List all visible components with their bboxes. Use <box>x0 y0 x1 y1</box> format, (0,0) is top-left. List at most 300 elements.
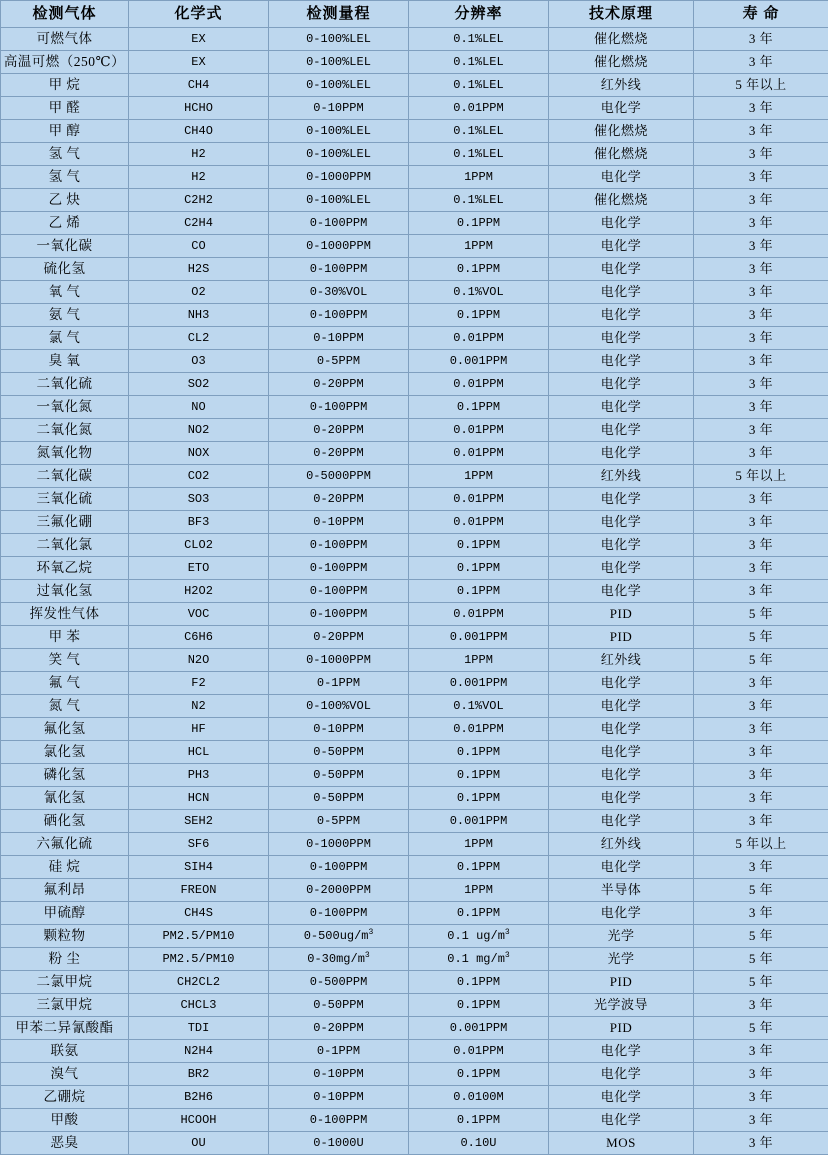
cell-resolution: 0.1%LEL <box>409 28 549 51</box>
cell-principle: 电化学 <box>549 396 694 419</box>
cell-lifetime: 3 年 <box>694 442 828 465</box>
cell-principle: 红外线 <box>549 833 694 856</box>
cell-principle: 光学波导 <box>549 994 694 1017</box>
cell-gas-name: 氟 气 <box>1 672 129 695</box>
cell-lifetime: 3 年 <box>694 741 828 764</box>
cell-lifetime: 5 年 <box>694 649 828 672</box>
cell-gas-name: 乙 烯 <box>1 212 129 235</box>
cell-gas-name: 氮氧化物 <box>1 442 129 465</box>
cell-range: 0-100%LEL <box>269 120 409 143</box>
cell-gas-name: 硅 烷 <box>1 856 129 879</box>
cell-gas-name: 六氟化硫 <box>1 833 129 856</box>
cell-lifetime: 5 年 <box>694 603 828 626</box>
cell-resolution: 0.1PPM <box>409 396 549 419</box>
cell-principle: 电化学 <box>549 672 694 695</box>
cell-formula: C6H6 <box>129 626 269 649</box>
cell-lifetime: 5 年 <box>694 925 828 948</box>
column-header-range: 检测量程 <box>269 1 409 28</box>
cell-principle: 电化学 <box>549 695 694 718</box>
table-row <box>1 212 828 235</box>
table-row <box>1 695 828 718</box>
cell-principle: 电化学 <box>549 580 694 603</box>
cell-formula: NH3 <box>129 304 269 327</box>
cell-lifetime: 3 年 <box>694 97 828 120</box>
table-row <box>1 327 828 350</box>
cell-formula: NO2 <box>129 419 269 442</box>
cell-resolution: 0.001PPM <box>409 626 549 649</box>
cell-lifetime: 3 年 <box>694 856 828 879</box>
cell-lifetime: 3 年 <box>694 350 828 373</box>
cell-resolution: 0.1%VOL <box>409 695 549 718</box>
cell-gas-name: 颗粒物 <box>1 925 129 948</box>
cell-formula: CH4 <box>129 74 269 97</box>
cell-formula: B2H6 <box>129 1086 269 1109</box>
table-row <box>1 304 828 327</box>
cell-formula: H2S <box>129 258 269 281</box>
cell-resolution: 0.1%LEL <box>409 51 549 74</box>
cell-gas-name: 粉 尘 <box>1 948 129 971</box>
table-row <box>1 810 828 833</box>
cell-gas-name: 环氧乙烷 <box>1 557 129 580</box>
cell-gas-name: 一氧化氮 <box>1 396 129 419</box>
cell-range: 0-50PPM <box>269 741 409 764</box>
cell-principle: 半导体 <box>549 879 694 902</box>
table-row <box>1 1109 828 1132</box>
cell-formula: CL2 <box>129 327 269 350</box>
cell-range: 0-100PPM <box>269 557 409 580</box>
cell-gas-name: 二氧化氮 <box>1 419 129 442</box>
cell-principle: 光学 <box>549 925 694 948</box>
cell-range: 0-100PPM <box>269 534 409 557</box>
cell-formula: CH4O <box>129 120 269 143</box>
table-row <box>1 741 828 764</box>
cell-resolution: 0.01PPM <box>409 511 549 534</box>
cell-range: 0-2000PPM <box>269 879 409 902</box>
table-row <box>1 235 828 258</box>
cell-resolution: 0.1%LEL <box>409 120 549 143</box>
cell-resolution: 0.1PPM <box>409 258 549 281</box>
cell-range: $0-30mg/m^3$ <box>269 948 409 971</box>
table-row <box>1 833 828 856</box>
cell-resolution: 0.0100M <box>409 1086 549 1109</box>
cell-principle: PID <box>549 626 694 649</box>
cell-range: 0-10PPM <box>269 97 409 120</box>
cell-lifetime: 3 年 <box>694 534 828 557</box>
cell-resolution: 0.1 $mg/m^3$ <box>409 948 549 971</box>
table-row <box>1 189 828 212</box>
cell-principle: 电化学 <box>549 718 694 741</box>
table-row <box>1 465 828 488</box>
cell-resolution: 0.1 $ug/m^3$ <box>409 925 549 948</box>
cell-formula: SIH4 <box>129 856 269 879</box>
table-row <box>1 879 828 902</box>
cell-lifetime: 3 年 <box>694 143 828 166</box>
cell-principle: 电化学 <box>549 1086 694 1109</box>
cell-range: 0-10PPM <box>269 1086 409 1109</box>
table-row <box>1 28 828 51</box>
cell-resolution: 0.001PPM <box>409 1017 549 1040</box>
cell-formula: HCL <box>129 741 269 764</box>
cell-range: 0-100PPM <box>269 258 409 281</box>
cell-lifetime: 3 年 <box>694 212 828 235</box>
cell-lifetime: 3 年 <box>694 419 828 442</box>
cell-formula: EX <box>129 51 269 74</box>
table-row <box>1 281 828 304</box>
cell-gas-name: 挥发性气体 <box>1 603 129 626</box>
cell-range: 0-100PPM <box>269 580 409 603</box>
cell-formula: F2 <box>129 672 269 695</box>
cell-lifetime: 5 年 <box>694 948 828 971</box>
cell-principle: 电化学 <box>549 258 694 281</box>
table-row <box>1 1040 828 1063</box>
table-row <box>1 166 828 189</box>
cell-lifetime: 3 年 <box>694 580 828 603</box>
cell-principle: 催化燃烧 <box>549 189 694 212</box>
cell-range: 0-10PPM <box>269 1063 409 1086</box>
table-row <box>1 902 828 925</box>
cell-principle: 催化燃烧 <box>549 143 694 166</box>
table-row <box>1 120 828 143</box>
cell-lifetime: 3 年 <box>694 902 828 925</box>
cell-principle: 电化学 <box>549 350 694 373</box>
cell-lifetime: 3 年 <box>694 695 828 718</box>
cell-formula: N2O <box>129 649 269 672</box>
cell-range: 0-100PPM <box>269 603 409 626</box>
cell-range: 0-100PPM <box>269 212 409 235</box>
cell-resolution: 0.1PPM <box>409 534 549 557</box>
cell-formula: HF <box>129 718 269 741</box>
cell-formula: PM2.5/PM10 <box>129 925 269 948</box>
cell-gas-name: 甲 苯 <box>1 626 129 649</box>
cell-lifetime: 3 年 <box>694 327 828 350</box>
table-row <box>1 948 828 971</box>
cell-resolution: 1PPM <box>409 166 549 189</box>
cell-gas-name: 氧 气 <box>1 281 129 304</box>
cell-resolution: 0.1PPM <box>409 1063 549 1086</box>
cell-resolution: 0.1PPM <box>409 580 549 603</box>
cell-range: 0-20PPM <box>269 442 409 465</box>
table-row <box>1 373 828 396</box>
cell-formula: H2 <box>129 166 269 189</box>
cell-lifetime: 3 年 <box>694 373 828 396</box>
cell-gas-name: 氢 气 <box>1 143 129 166</box>
cell-formula: FREON <box>129 879 269 902</box>
cell-lifetime: 3 年 <box>694 1063 828 1086</box>
cell-principle: 电化学 <box>549 764 694 787</box>
cell-gas-name: 高温可燃（250℃） <box>1 51 129 74</box>
cell-gas-name: 氯 气 <box>1 327 129 350</box>
cell-lifetime: 3 年 <box>694 1086 828 1109</box>
cell-gas-name: 可燃气体 <box>1 28 129 51</box>
cell-principle: 电化学 <box>549 557 694 580</box>
cell-formula: PM2.5/PM10 <box>129 948 269 971</box>
cell-range: 0-50PPM <box>269 787 409 810</box>
cell-gas-name: 氟化氢 <box>1 718 129 741</box>
cell-range: 0-1000PPM <box>269 166 409 189</box>
cell-gas-name: 氮 气 <box>1 695 129 718</box>
cell-range: 0-100PPM <box>269 856 409 879</box>
cell-lifetime: 5 年 <box>694 1017 828 1040</box>
cell-range: $0-500ug/m^3$ <box>269 925 409 948</box>
cell-formula: TDI <box>129 1017 269 1040</box>
cell-range: 0-5PPM <box>269 350 409 373</box>
table-row <box>1 672 828 695</box>
cell-formula: SF6 <box>129 833 269 856</box>
cell-lifetime: 3 年 <box>694 787 828 810</box>
cell-formula: CO <box>129 235 269 258</box>
cell-gas-name: 甲 醇 <box>1 120 129 143</box>
cell-resolution: 0.1PPM <box>409 741 549 764</box>
cell-formula: H2 <box>129 143 269 166</box>
cell-gas-name: 溴气 <box>1 1063 129 1086</box>
cell-resolution: 0.01PPM <box>409 488 549 511</box>
cell-principle: 电化学 <box>549 419 694 442</box>
cell-lifetime: 3 年 <box>694 166 828 189</box>
table-row <box>1 258 828 281</box>
cell-formula: O3 <box>129 350 269 373</box>
cell-resolution: 0.01PPM <box>409 327 549 350</box>
cell-lifetime: 5 年 <box>694 971 828 994</box>
cell-formula: CH4S <box>129 902 269 925</box>
table-row <box>1 534 828 557</box>
cell-gas-name: 磷化氢 <box>1 764 129 787</box>
cell-resolution: 0.1PPM <box>409 902 549 925</box>
cell-range: 0-100%LEL <box>269 143 409 166</box>
table-row <box>1 925 828 948</box>
cell-range: 0-100PPM <box>269 304 409 327</box>
cell-lifetime: 5 年以上 <box>694 74 828 97</box>
table-row <box>1 511 828 534</box>
cell-range: 0-100%LEL <box>269 51 409 74</box>
cell-range: 0-5000PPM <box>269 465 409 488</box>
cell-principle: 电化学 <box>549 281 694 304</box>
cell-gas-name: 二氯甲烷 <box>1 971 129 994</box>
cell-range: 0-100%LEL <box>269 28 409 51</box>
cell-formula: PH3 <box>129 764 269 787</box>
cell-resolution: 0.1PPM <box>409 764 549 787</box>
table-row <box>1 649 828 672</box>
column-header-resolution: 分辨率 <box>409 1 549 28</box>
table-row <box>1 1063 828 1086</box>
cell-principle: 电化学 <box>549 741 694 764</box>
cell-resolution: 0.01PPM <box>409 97 549 120</box>
cell-principle: 电化学 <box>549 235 694 258</box>
table-row <box>1 580 828 603</box>
cell-range: 0-1000PPM <box>269 649 409 672</box>
cell-formula: BR2 <box>129 1063 269 1086</box>
cell-formula: OU <box>129 1132 269 1155</box>
cell-gas-name: 二氧化硫 <box>1 373 129 396</box>
cell-range: 0-20PPM <box>269 373 409 396</box>
cell-lifetime: 3 年 <box>694 511 828 534</box>
table-row <box>1 557 828 580</box>
table-row <box>1 1086 828 1109</box>
cell-resolution: 1PPM <box>409 879 549 902</box>
cell-resolution: 0.1%VOL <box>409 281 549 304</box>
cell-resolution: 0.1PPM <box>409 856 549 879</box>
cell-range: 0-50PPM <box>269 764 409 787</box>
table-row <box>1 1132 828 1155</box>
cell-gas-name: 三氟化硼 <box>1 511 129 534</box>
cell-formula: C2H4 <box>129 212 269 235</box>
cell-formula: SEH2 <box>129 810 269 833</box>
column-header-gas: 检测气体 <box>1 1 129 28</box>
cell-resolution: 0.01PPM <box>409 419 549 442</box>
cell-range: 0-20PPM <box>269 1017 409 1040</box>
cell-lifetime: 3 年 <box>694 718 828 741</box>
cell-lifetime: 3 年 <box>694 810 828 833</box>
cell-gas-name: 氯化氢 <box>1 741 129 764</box>
cell-principle: 红外线 <box>549 649 694 672</box>
cell-lifetime: 3 年 <box>694 258 828 281</box>
cell-principle: 电化学 <box>549 511 694 534</box>
cell-resolution: 0.001PPM <box>409 810 549 833</box>
cell-resolution: 0.01PPM <box>409 1040 549 1063</box>
cell-principle: 电化学 <box>549 534 694 557</box>
cell-lifetime: 3 年 <box>694 396 828 419</box>
table-row <box>1 74 828 97</box>
cell-gas-name: 乙硼烷 <box>1 1086 129 1109</box>
column-header-lifetime: 寿 命 <box>694 1 828 28</box>
table-row <box>1 626 828 649</box>
cell-formula: CHCL3 <box>129 994 269 1017</box>
cell-formula: C2H2 <box>129 189 269 212</box>
cell-gas-name: 氨 气 <box>1 304 129 327</box>
cell-resolution: 0.10U <box>409 1132 549 1155</box>
cell-lifetime: 3 年 <box>694 28 828 51</box>
column-header-principle: 技术原理 <box>549 1 694 28</box>
cell-resolution: 0.01PPM <box>409 718 549 741</box>
cell-lifetime: 3 年 <box>694 994 828 1017</box>
cell-resolution: 1PPM <box>409 833 549 856</box>
cell-range: 0-20PPM <box>269 626 409 649</box>
cell-gas-name: 甲酸 <box>1 1109 129 1132</box>
cell-range: 0-100%VOL <box>269 695 409 718</box>
cell-range: 0-1000PPM <box>269 235 409 258</box>
cell-principle: MOS <box>549 1132 694 1155</box>
cell-resolution: 1PPM <box>409 465 549 488</box>
cell-resolution: 0.001PPM <box>409 350 549 373</box>
cell-gas-name: 甲 烷 <box>1 74 129 97</box>
cell-resolution: 0.01PPM <box>409 603 549 626</box>
cell-resolution: 0.1PPM <box>409 304 549 327</box>
cell-range: 0-30%VOL <box>269 281 409 304</box>
cell-lifetime: 5 年以上 <box>694 465 828 488</box>
cell-formula: SO2 <box>129 373 269 396</box>
table-row <box>1 764 828 787</box>
cell-formula: NO <box>129 396 269 419</box>
cell-lifetime: 3 年 <box>694 235 828 258</box>
cell-lifetime: 3 年 <box>694 1132 828 1155</box>
table-row <box>1 856 828 879</box>
cell-resolution: 1PPM <box>409 235 549 258</box>
cell-gas-name: 联氨 <box>1 1040 129 1063</box>
cell-principle: 电化学 <box>549 166 694 189</box>
cell-range: 0-20PPM <box>269 488 409 511</box>
cell-lifetime: 3 年 <box>694 51 828 74</box>
cell-range: 0-100PPM <box>269 396 409 419</box>
cell-gas-name: 笑 气 <box>1 649 129 672</box>
cell-principle: 电化学 <box>549 97 694 120</box>
cell-gas-name: 氢 气 <box>1 166 129 189</box>
cell-range: 0-5PPM <box>269 810 409 833</box>
cell-formula: O2 <box>129 281 269 304</box>
table-body <box>1 28 828 1155</box>
cell-gas-name: 甲 醛 <box>1 97 129 120</box>
cell-formula: H2O2 <box>129 580 269 603</box>
cell-lifetime: 3 年 <box>694 1040 828 1063</box>
table-row <box>1 994 828 1017</box>
cell-range: 0-500PPM <box>269 971 409 994</box>
cell-gas-name: 氟利昂 <box>1 879 129 902</box>
cell-range: 0-100%LEL <box>269 189 409 212</box>
cell-principle: 催化燃烧 <box>549 28 694 51</box>
table-row <box>1 396 828 419</box>
cell-lifetime: 3 年 <box>694 304 828 327</box>
table-row <box>1 1017 828 1040</box>
cell-range: 0-10PPM <box>269 511 409 534</box>
cell-range: 0-1PPM <box>269 672 409 695</box>
cell-resolution: 0.1PPM <box>409 1109 549 1132</box>
cell-resolution: 0.1%LEL <box>409 74 549 97</box>
table-header-row <box>1 1 828 28</box>
table-row <box>1 787 828 810</box>
cell-principle: 电化学 <box>549 212 694 235</box>
cell-lifetime: 3 年 <box>694 764 828 787</box>
cell-principle: 电化学 <box>549 304 694 327</box>
cell-principle: 电化学 <box>549 902 694 925</box>
cell-resolution: 0.01PPM <box>409 442 549 465</box>
cell-lifetime: 3 年 <box>694 189 828 212</box>
cell-gas-name: 硫化氢 <box>1 258 129 281</box>
cell-principle: 电化学 <box>549 1109 694 1132</box>
cell-gas-name: 甲苯二异氰酸酯 <box>1 1017 129 1040</box>
cell-resolution: 0.1PPM <box>409 787 549 810</box>
table-row <box>1 419 828 442</box>
cell-lifetime: 3 年 <box>694 488 828 511</box>
cell-principle: PID <box>549 1017 694 1040</box>
cell-resolution: 1PPM <box>409 649 549 672</box>
cell-principle: 电化学 <box>549 1063 694 1086</box>
table-row <box>1 488 828 511</box>
cell-formula: BF3 <box>129 511 269 534</box>
table-row <box>1 718 828 741</box>
cell-formula: EX <box>129 28 269 51</box>
cell-principle: 红外线 <box>549 465 694 488</box>
cell-principle: 光学 <box>549 948 694 971</box>
table-row <box>1 971 828 994</box>
cell-gas-name: 过氧化氢 <box>1 580 129 603</box>
cell-principle: 催化燃烧 <box>549 51 694 74</box>
table-row <box>1 442 828 465</box>
cell-principle: 电化学 <box>549 787 694 810</box>
cell-principle: 电化学 <box>549 1040 694 1063</box>
cell-resolution: 0.1PPM <box>409 212 549 235</box>
cell-range: 0-100PPM <box>269 902 409 925</box>
cell-principle: 电化学 <box>549 327 694 350</box>
cell-formula: SO3 <box>129 488 269 511</box>
cell-lifetime: 3 年 <box>694 672 828 695</box>
column-header-formula: 化学式 <box>129 1 269 28</box>
cell-resolution: 0.1PPM <box>409 557 549 580</box>
cell-formula: HCHO <box>129 97 269 120</box>
cell-range: 0-1000PPM <box>269 833 409 856</box>
cell-range: 0-20PPM <box>269 419 409 442</box>
cell-range: 0-1PPM <box>269 1040 409 1063</box>
cell-formula: VOC <box>129 603 269 626</box>
cell-gas-name: 乙 炔 <box>1 189 129 212</box>
cell-principle: 电化学 <box>549 488 694 511</box>
